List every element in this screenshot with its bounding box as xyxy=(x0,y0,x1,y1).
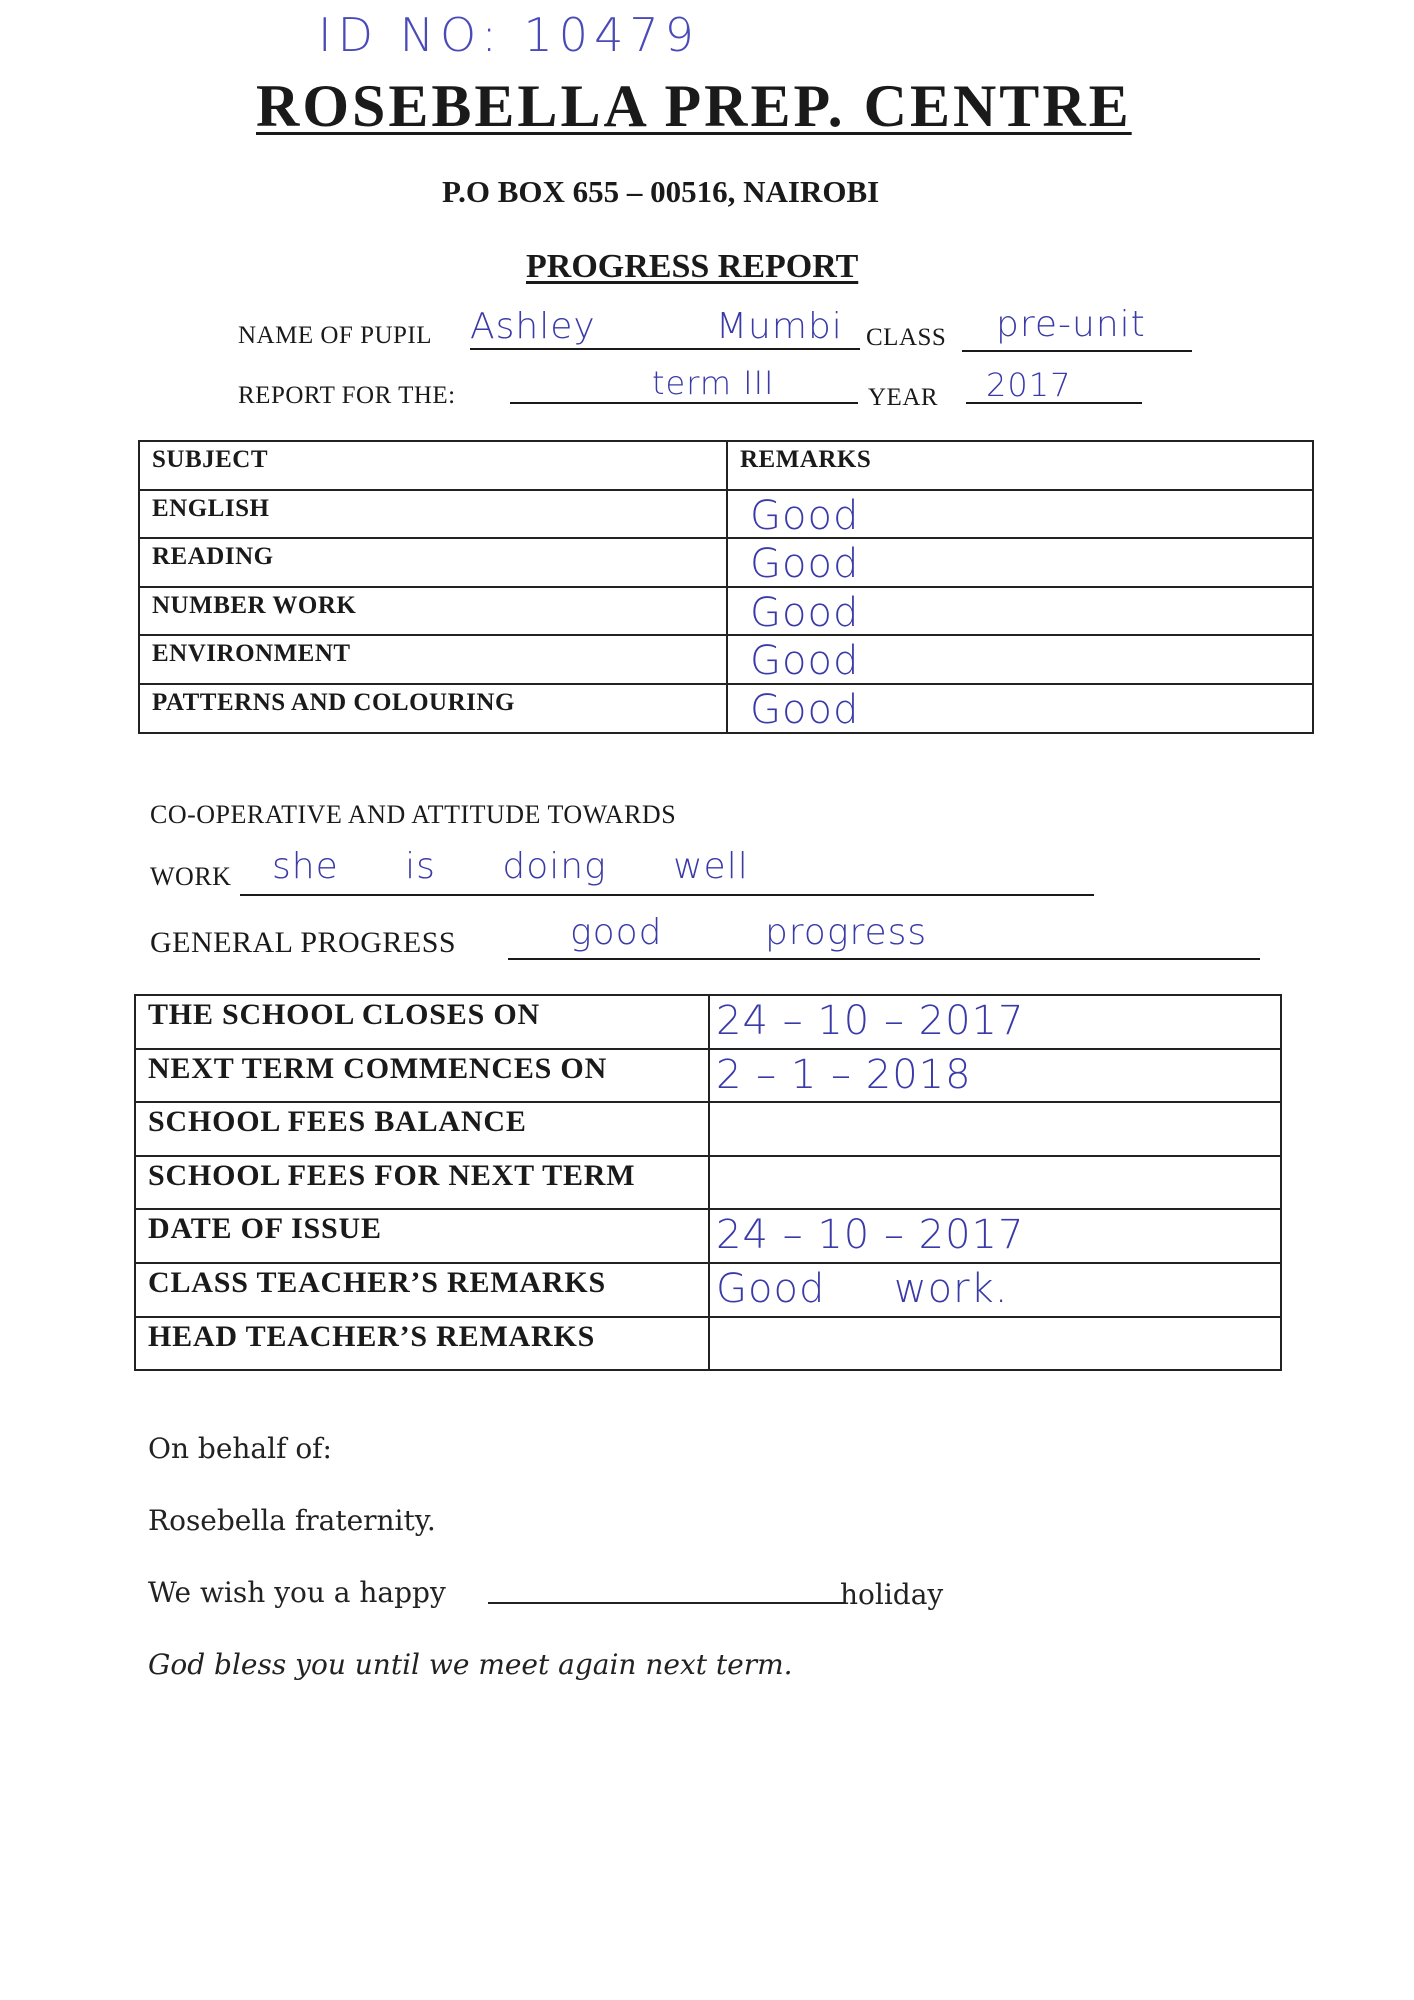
class-label: CLASS xyxy=(866,324,947,351)
subject-name: READING xyxy=(139,538,727,587)
table-row xyxy=(135,1317,1281,1371)
table-row xyxy=(139,635,1313,684)
table-row xyxy=(135,1209,1281,1263)
work-line xyxy=(240,894,1094,896)
term-value: term III xyxy=(652,364,775,402)
table-row xyxy=(135,1049,1281,1103)
school-name-heading: ROSEBELLA PREP. CENTRE xyxy=(256,73,1132,139)
subject-remark-cell xyxy=(727,490,1313,539)
subject-name: NUMBER WORK xyxy=(139,587,727,636)
pupil-last-name: Mumbi xyxy=(716,306,843,347)
attitude-heading: CO-OPERATIVE AND ATTITUDE TOWARDS xyxy=(150,800,677,829)
info-value: 2 – 1 – 2018 xyxy=(716,1051,972,1098)
subject-remark: Good xyxy=(750,638,860,685)
year-value: 2017 xyxy=(986,366,1072,404)
info-value-cell xyxy=(709,1263,1281,1317)
subject-remark: Good xyxy=(750,492,860,539)
report-for-label: REPORT FOR THE: xyxy=(238,382,456,409)
table-row xyxy=(135,1156,1281,1210)
subjects-header-row xyxy=(139,441,1313,490)
info-value-cell xyxy=(709,1156,1281,1210)
subject-remark: Good xyxy=(750,686,860,733)
subject-remark-cell xyxy=(727,684,1313,733)
info-label: SCHOOL FEES BALANCE xyxy=(135,1102,709,1156)
subject-remark-cell xyxy=(727,538,1313,587)
work-label: WORK xyxy=(150,862,232,891)
subject-name: PATTERNS AND COLOURING xyxy=(139,684,727,733)
closing-blessing: God bless you until we meet again next term. xyxy=(148,1648,793,1681)
general-progress-label: GENERAL PROGRESS xyxy=(150,926,457,959)
term-line xyxy=(510,402,858,404)
subject-name: ENGLISH xyxy=(139,490,727,539)
info-label: SCHOOL FEES FOR NEXT TERM xyxy=(135,1156,709,1210)
info-label: NEXT TERM COMMENCES ON xyxy=(135,1049,709,1103)
info-value-cell xyxy=(709,1209,1281,1263)
table-row xyxy=(135,995,1281,1049)
info-label: CLASS TEACHER’S REMARKS xyxy=(135,1263,709,1317)
general-progress-line xyxy=(508,958,1260,960)
closing-fraternity: Rosebella fraternity. xyxy=(148,1504,436,1537)
subject-remark-cell xyxy=(727,587,1313,636)
class-line xyxy=(962,350,1192,352)
closing-wish-start: We wish you a happy xyxy=(148,1576,446,1609)
pupil-name-line xyxy=(470,348,860,350)
table-row xyxy=(135,1102,1281,1156)
table-row xyxy=(139,538,1313,587)
info-value-cell xyxy=(709,1317,1281,1371)
info-value-cell xyxy=(709,1102,1281,1156)
pupil-first-name: Ashley xyxy=(470,306,596,347)
subject-remark-cell xyxy=(727,635,1313,684)
id-number-handwritten: ID NO: 10479 xyxy=(318,8,700,62)
closing-on-behalf: On behalf of: xyxy=(148,1432,332,1465)
class-value: pre-unit xyxy=(996,304,1146,345)
info-label: HEAD TEACHER’S REMARKS xyxy=(135,1317,709,1371)
pupil-name-label: NAME OF PUPIL xyxy=(238,322,433,349)
subject-header: SUBJECT xyxy=(139,441,727,490)
info-value: 24 – 10 – 2017 xyxy=(716,1212,1025,1259)
info-value-cell xyxy=(709,995,1281,1049)
year-label: YEAR xyxy=(868,384,939,411)
subjects-table xyxy=(138,440,1314,734)
table-row xyxy=(139,684,1313,733)
info-value: Good work. xyxy=(716,1265,1009,1312)
subject-name: ENVIRONMENT xyxy=(139,635,727,684)
subject-remark: Good xyxy=(750,589,860,636)
info-label: DATE OF ISSUE xyxy=(135,1209,709,1263)
holiday-blank-line xyxy=(488,1602,844,1604)
work-value: she is doing well xyxy=(272,846,749,887)
info-value-cell xyxy=(709,1049,1281,1103)
closing-wish-end: holiday xyxy=(840,1578,944,1611)
info-value: 24 – 10 – 2017 xyxy=(716,998,1025,1044)
table-row xyxy=(139,490,1313,539)
table-row xyxy=(135,1263,1281,1317)
info-label: THE SCHOOL CLOSES ON xyxy=(135,995,709,1049)
remarks-header: REMARKS xyxy=(727,441,1313,490)
general-progress-value: good progress xyxy=(570,912,928,953)
report-title: PROGRESS REPORT xyxy=(526,248,859,285)
school-address: P.O BOX 655 – 00516, NAIROBI xyxy=(442,174,880,209)
school-info-table xyxy=(134,994,1282,1371)
subject-remark: Good xyxy=(750,541,860,588)
table-row xyxy=(139,587,1313,636)
